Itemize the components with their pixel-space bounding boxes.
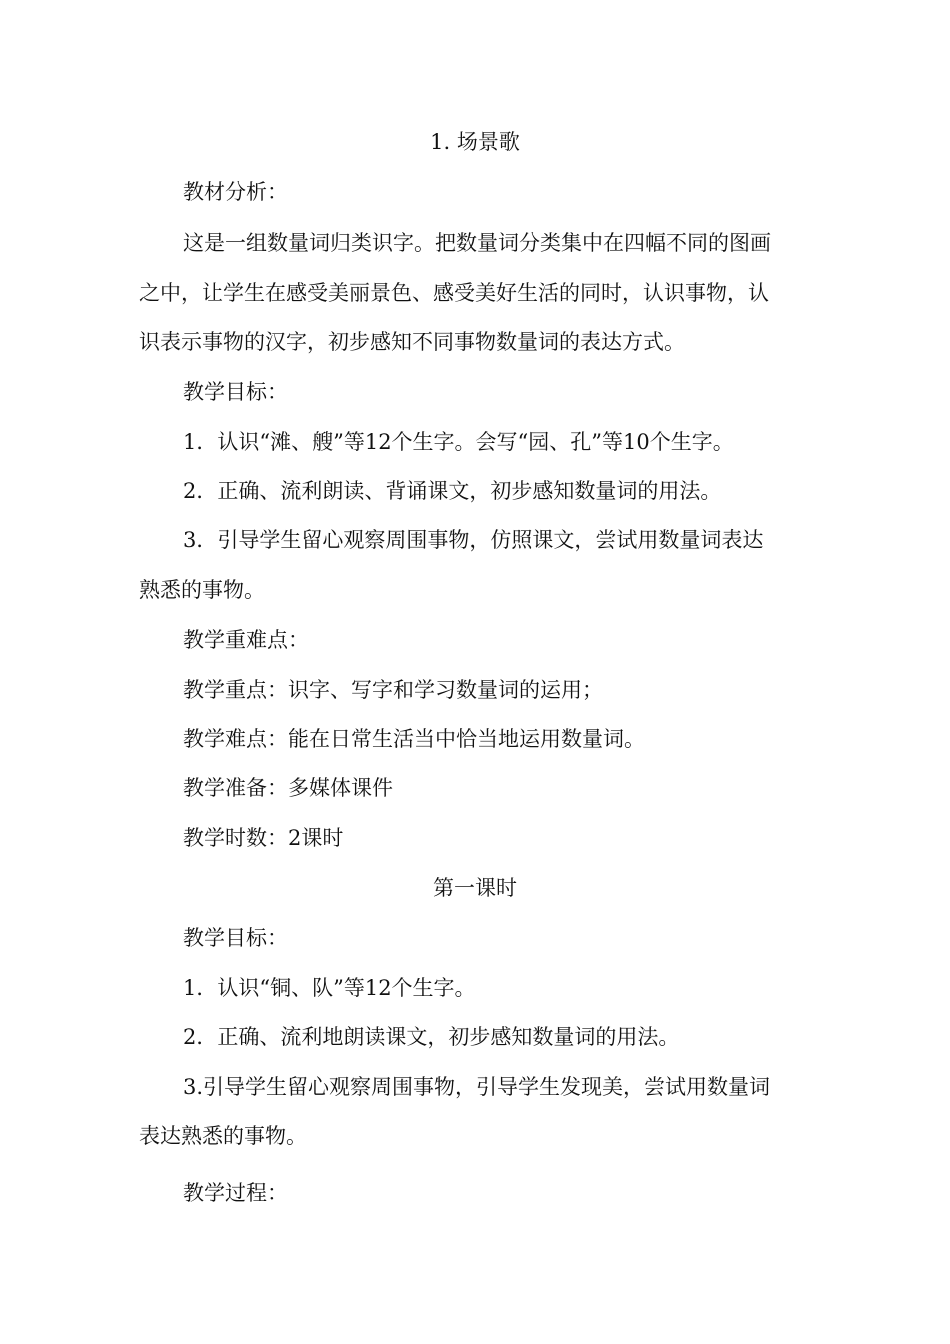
goal-2: 2．正确、流利朗读、背诵课文，初步感知数量词的用法。 (183, 479, 722, 503)
analysis-heading: 教材分析： (183, 180, 288, 204)
lesson1-title: 第一课时 (433, 876, 517, 900)
lesson1-goal-3-continued: 表达熟悉的事物。 (139, 1124, 307, 1148)
lesson1-goal-2: 2．正确、流利地朗读课文，初步感知数量词的用法。 (183, 1025, 680, 1049)
difficult-point: 教学难点：能在日常生活当中恰当地运用数量词。 (183, 727, 645, 751)
lesson1-goal-3: 3.引导学生留心观察周围事物，引导学生发现美，尝试用数量词 (183, 1075, 771, 1099)
analysis-line-3: 识表示事物的汉字，初步感知不同事物数量词的表达方式。 (139, 330, 685, 354)
preparation: 教学准备：多媒体课件 (183, 776, 393, 800)
lesson-title: 1. 场景歌 (430, 130, 520, 154)
goal-1: 1．认识“滩、艘”等12个生字。会写“园、孔”等10个生字。 (183, 430, 734, 454)
analysis-line-2: 之中，让学生在感受美丽景色、感受美好生活的同时，认识事物，认 (139, 281, 769, 305)
goal-3-continued: 熟悉的事物。 (139, 578, 265, 602)
goal-3: 3．引导学生留心观察周围事物，仿照课文，尝试用数量词表达 (183, 528, 764, 552)
process-heading: 教学过程： (183, 1181, 288, 1205)
analysis-line-1: 这是一组数量词归类识字。把数量词分类集中在四幅不同的图画 (183, 231, 771, 255)
key-points-heading: 教学重难点： (183, 628, 309, 652)
key-point: 教学重点：识字、写字和学习数量词的运用； (183, 678, 603, 702)
goals-heading: 教学目标： (183, 380, 288, 404)
lesson1-goals-heading: 教学目标： (183, 926, 288, 950)
teaching-hours: 教学时数：2课时 (183, 826, 344, 850)
lesson1-goal-1: 1．认识“铜、队”等12个生字。 (183, 976, 476, 1000)
